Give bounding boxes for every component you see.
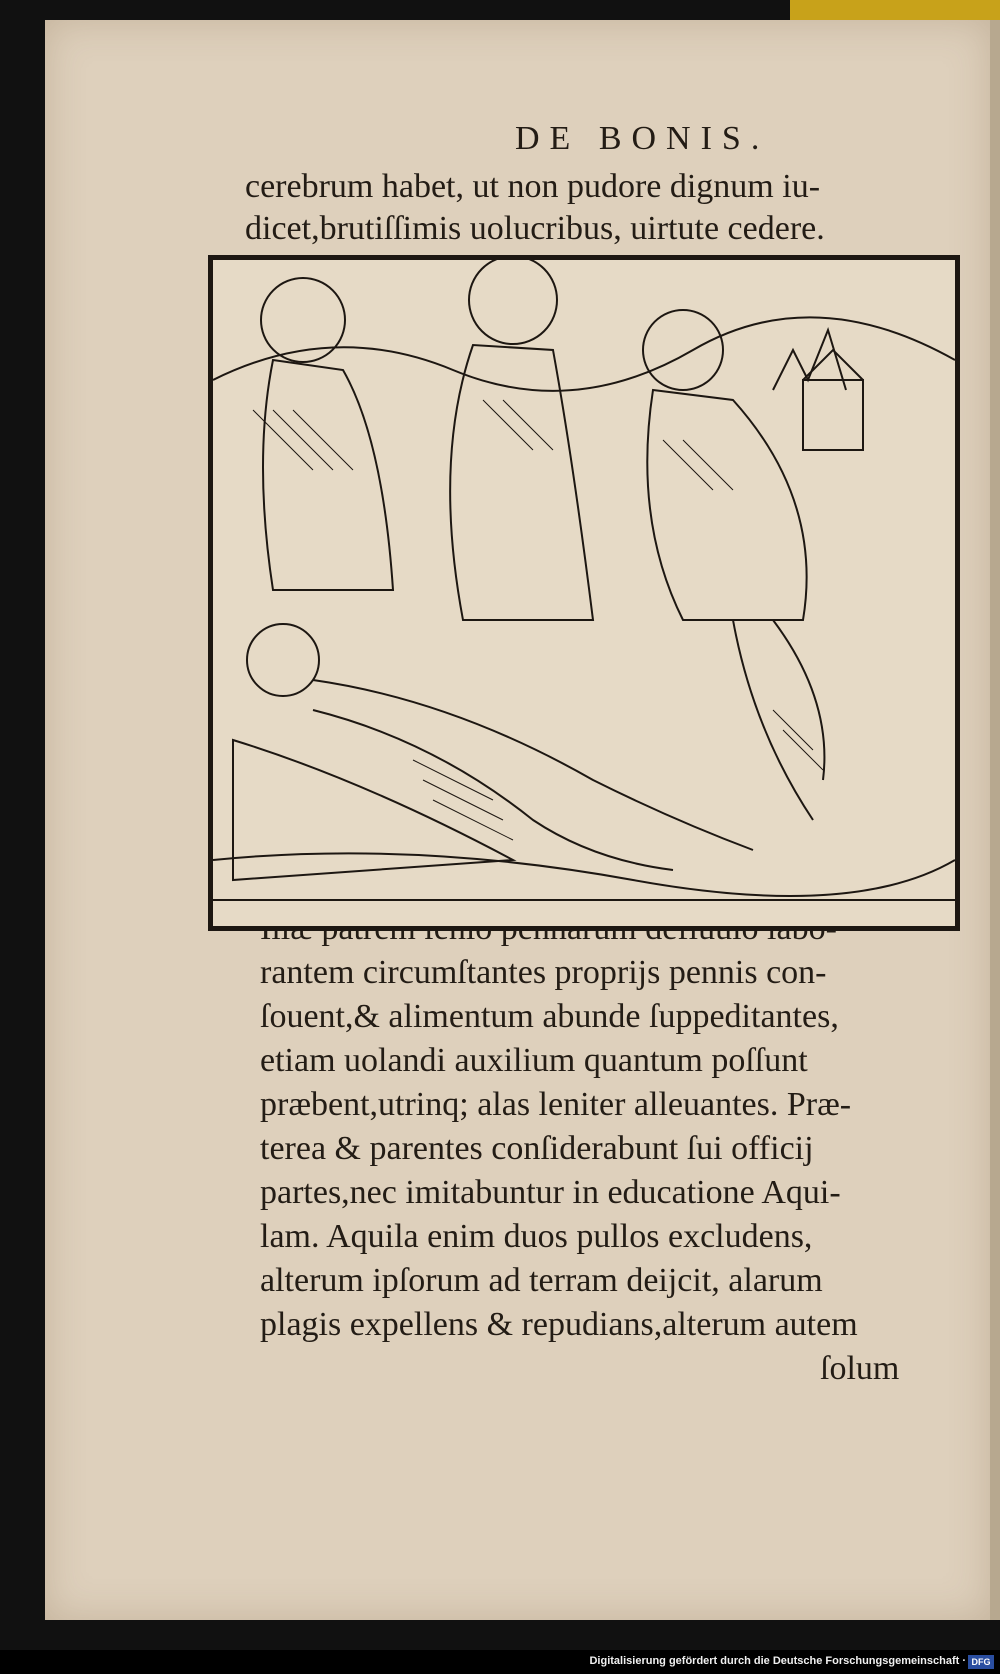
- text-line: rantem circumſtantes proprijs pennis con-: [260, 954, 827, 991]
- text-line: dicet,brutiſſimis uolucribus, uirtute cedere.: [245, 210, 825, 247]
- text-line: præbent,utrinq; alas leniter alleuantes. Præ-: [260, 1086, 852, 1123]
- running-head: DE BONIS.: [515, 120, 770, 157]
- text-line: ſouent,& alimentum abunde ſuppeditantes,: [260, 998, 839, 1035]
- digitization-credit: Digitalisierung gefördert durch die Deutsche Forschungsgemeinschaft ·: [589, 1655, 966, 1667]
- dfg-logo: DFG: [968, 1655, 994, 1669]
- text-line: lam. Aquila enim duos pullos excludens,: [260, 1218, 813, 1255]
- text-line: partes,nec imitabuntur in educatione Aqui-: [260, 1174, 841, 1211]
- bookmark-tab: [790, 0, 1000, 22]
- text-line: plagis expellens & repudians,alterum autem: [260, 1306, 858, 1343]
- woodcut-illustration: [208, 255, 960, 931]
- text-line: etiam uolandi auxilium quantum poſſunt: [260, 1042, 808, 1079]
- text-line: ſolum: [820, 1350, 900, 1387]
- text-line: cerebrum habet, ut non pudore dignum iu-: [245, 168, 821, 205]
- text-line: terea & parentes conſiderabunt ſui officij: [260, 1130, 814, 1167]
- text-line: alterum ipſorum ad terram deijcit, alarum: [260, 1262, 823, 1299]
